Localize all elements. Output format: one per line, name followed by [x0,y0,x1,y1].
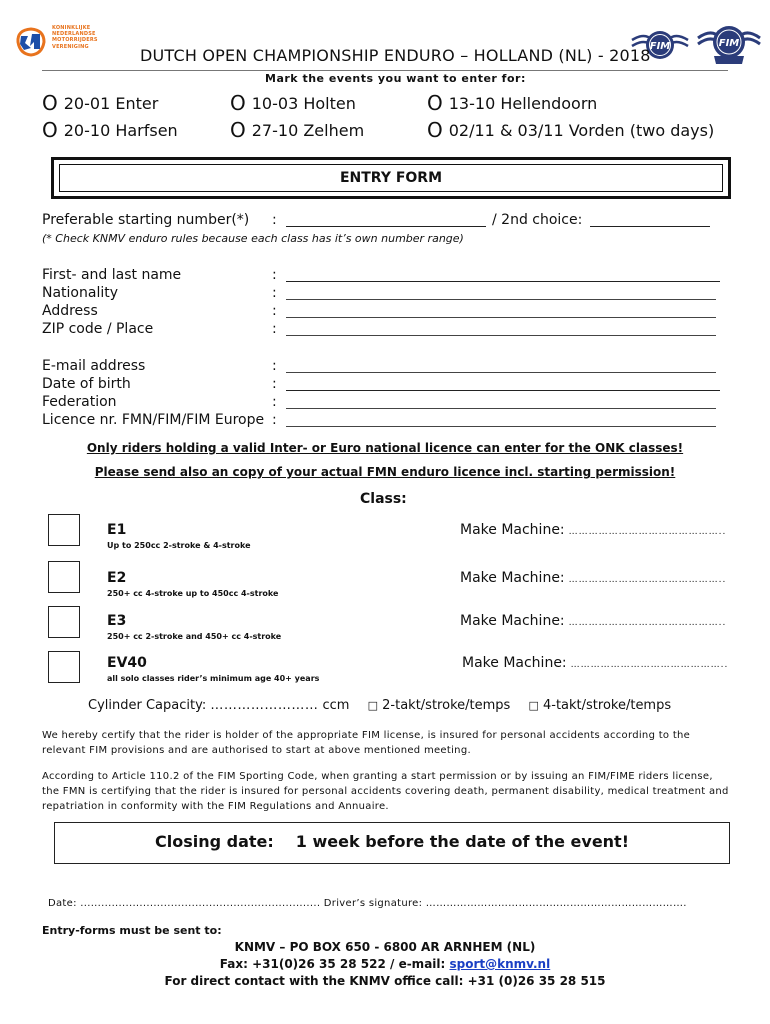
radio-circle-icon: O [42,91,58,115]
stroke-option-2[interactable] [368,698,511,713]
event-label: 13-10 Hellendoorn [448,94,598,113]
address-field[interactable] [286,317,716,318]
event-option-zelhem[interactable] [230,117,364,141]
logo-line: VERENIGING [52,43,89,50]
driver-signature-label: Driver’s signature: [323,898,423,909]
checkbox-square-icon: □ [528,699,539,712]
colon: : [272,321,277,337]
event-label: 20-10 Harfsen [63,121,178,140]
colon: : [272,376,277,392]
page-title: DUTCH OPEN CHAMPIONSHIP ENDURO – HOLLAND (NL) - 2018 [140,46,651,65]
class-checkbox-e3[interactable] [48,606,80,638]
field-label-nationality: Nationality [42,285,119,301]
licence-notice: Only riders holding a valid Inter- or Euro national licence can enter for the ONK classes! [86,441,684,455]
knmv-logo [14,22,124,62]
federation-field[interactable] [286,408,716,409]
entry-form-banner [51,157,731,199]
cylinder-label: Cylinder Capacity: [88,698,207,713]
cylinder-capacity-row [88,698,671,713]
class-name: E2 [107,570,127,586]
event-option-holten[interactable] [230,90,356,114]
field-label-zip: ZIP code / Place [42,321,154,337]
class-name: EV40 [107,655,147,671]
class-description: Up to 250cc 2-stroke & 4-stroke [107,541,251,550]
radio-circle-icon: O [42,118,58,142]
field-label-address: Address [42,303,98,319]
class-description: 250+ cc 4-stroke up to 450cc 4-stroke [107,589,279,598]
colon: : [272,285,277,301]
colon: : [272,394,277,410]
field-label-dob: Date of birth [42,376,131,392]
stroke-option-label: 2-takt/stroke/temps [382,698,511,713]
copy-notice: Please send also an copy of your actual FMN enduro licence incl. starting permission! [94,465,676,479]
svg-text:FIM: FIM [649,41,671,52]
email-field[interactable] [286,372,716,373]
starting-number-field[interactable] [286,226,486,227]
starting-number-label: Preferable starting number(*) [42,212,250,228]
name-field[interactable] [286,281,720,282]
radio-circle-icon: O [427,118,443,142]
colon: : [272,412,277,428]
class-description: 250+ cc 2-stroke and 450+ cc 4-stroke [107,632,282,641]
fim-europe-logo-icon [694,20,764,72]
colon: : [272,267,277,283]
knmv-emblem-icon [14,24,48,58]
svg-text:FIM: FIM [718,38,740,49]
make-machine-label: Make Machine: [462,655,567,671]
colon: : [272,358,277,374]
entry-forms-sent-to: Entry-forms must be sent to: [42,924,222,937]
event-option-harfsen[interactable] [42,117,178,141]
article-text: According to Article 110.2 of the FIM Sporting Code, when granting a start permission or by issuing an FIM/FIME riders license, the FMN is certifying that the rider is insured for personal accidents covering death, permanent disability, medical treatment and repatriation in conformity with the FIM Regulations and Annuaire. [42,771,729,812]
class-name: E3 [107,613,127,629]
email-link[interactable]: sport@knmv.nl [449,957,551,971]
date-of-birth-field[interactable] [286,390,720,391]
knmv-logo-text [52,25,98,50]
colon: : [272,212,277,228]
logo-line: KONINKLIJKE [52,25,91,31]
fax-text: Fax: +31(0)26 35 28 522 / e-mail: [219,957,446,971]
class-checkbox-e1[interactable] [48,514,80,546]
starting-number-note: (* Check KNMV enduro rules because each class has it’s own number range) [42,232,464,245]
zip-place-field[interactable] [286,335,716,336]
entry-form-title: ENTRY FORM [339,170,443,186]
class-name: E1 [107,522,127,538]
event-option-enter[interactable] [42,90,158,114]
cylinder-input[interactable]: …………………… [210,698,319,713]
nationality-field[interactable] [286,299,716,300]
field-label-licence: Licence nr. FMN/FIM/FIM Europe [42,412,265,428]
class-description: all solo classes rider’s minimum age 40+ years [107,674,320,683]
make-machine-e2[interactable]: Make Machine: ……………………………………….. [460,570,727,586]
radio-circle-icon: O [230,91,246,115]
knmv-address: KNMV – PO BOX 650 - 6800 AR ARNHEM (NL) [234,940,536,954]
stroke-option-label: 4-takt/stroke/temps [542,698,672,713]
event-option-vorden[interactable] [427,117,714,141]
cylinder-unit: ccm [322,698,350,713]
second-choice-field[interactable] [590,226,710,227]
certification-text: We hereby certify that the rider is holder of the appropriate FIM license, is insured for personal accidents according to the relevant FIM provisions and are authorised to start at above mentioned meeting. [42,730,691,756]
driver-signature-field[interactable]: …………………………………………………………………. [425,898,687,909]
make-machine-label: Make Machine: [460,613,565,629]
closing-date-box [54,822,730,864]
class-checkbox-ev40[interactable] [48,651,80,683]
field-label-name: First- and last name [42,267,182,283]
second-choice-label: / 2nd choice: [492,212,583,228]
signature-row [48,898,687,909]
licence-field[interactable] [286,426,716,427]
make-machine-label: Make Machine: [460,522,565,538]
event-label: 10-03 Holten [251,94,356,113]
date-field[interactable]: ..................................................................... [80,898,321,909]
event-option-hellendoorn[interactable] [427,90,597,114]
closing-date-label: Closing date: [155,832,274,851]
events-instruction: Mark the events you want to enter for: [265,72,526,85]
fax-email-line [0,957,770,971]
radio-circle-icon: O [230,118,246,142]
make-machine-ev40[interactable]: Make Machine: ……………………………………….. [462,655,729,671]
logo-line: MOTORRIJDERS [52,37,98,44]
make-machine-label: Make Machine: [460,570,565,586]
closing-date-text [155,832,629,851]
radio-circle-icon: O [427,91,443,115]
header-divider [42,70,728,71]
contact-line: For direct contact with the KNMV office call: +31 (0)26 35 28 515 [164,974,606,988]
field-label-federation: Federation [42,394,117,410]
event-label: 02/11 & 03/11 Vorden (two days) [448,121,715,140]
class-heading: Class: [360,491,407,507]
make-machine-e1[interactable]: Make Machine: ……………………………………….. [460,522,727,538]
event-label: 27-10 Zelhem [251,121,365,140]
date-label: Date: [48,898,77,909]
field-label-email: E-mail address [42,358,146,374]
make-machine-e3[interactable]: Make Machine: ……………………………………….. [460,613,727,629]
logo-line: NEDERLANDSE [52,31,96,38]
stroke-option-4[interactable] [528,698,671,713]
checkbox-square-icon: □ [367,699,379,712]
colon: : [272,303,277,319]
closing-date-value: 1 week before the date of the event! [295,832,629,851]
class-checkbox-e2[interactable] [48,561,80,593]
event-label: 20-01 Enter [63,94,159,113]
